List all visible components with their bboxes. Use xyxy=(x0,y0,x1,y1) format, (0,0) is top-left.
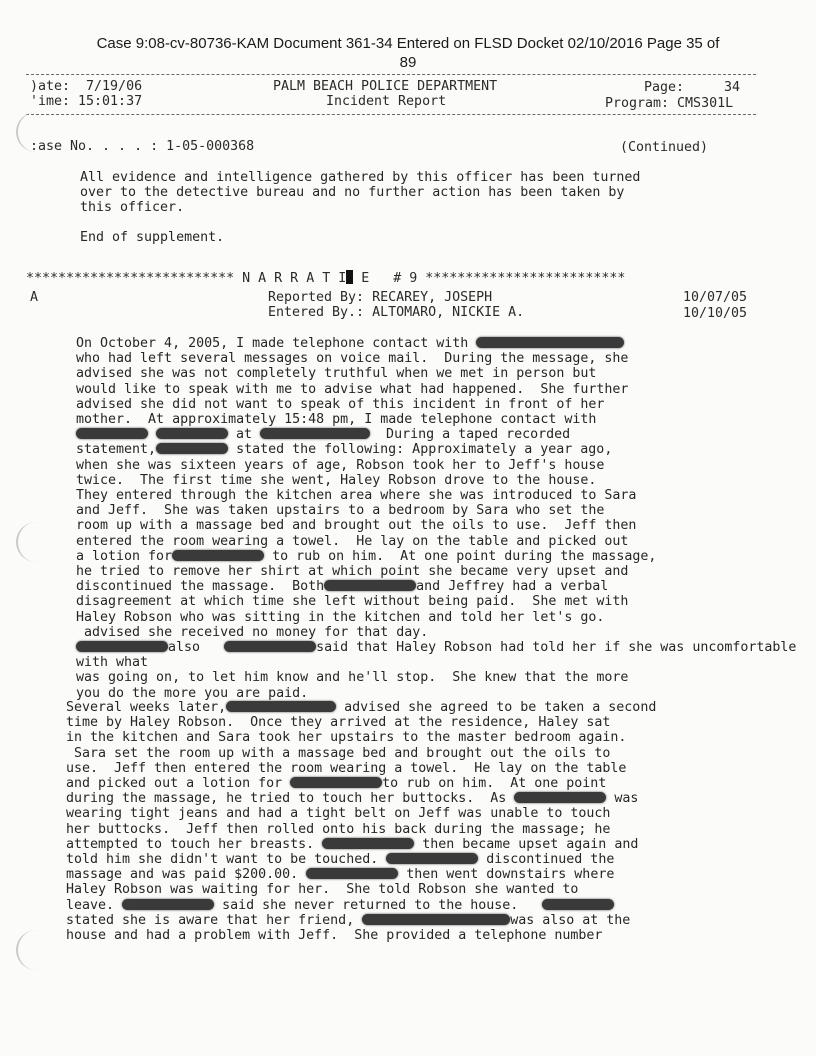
text-line: when she was sixteen years of age, Robson took her to Jeff's house xyxy=(76,457,605,473)
redaction-bar xyxy=(76,428,148,439)
redaction-bar xyxy=(362,914,510,925)
text-line: and picked out a lotion for xyxy=(66,776,283,792)
reported-by: Reported By: RECAREY, JOSEPH xyxy=(268,290,493,305)
binder-hole-mark xyxy=(16,522,40,562)
redaction-bar xyxy=(226,701,336,712)
text-line: was also at the xyxy=(510,912,631,928)
continued-label: (Continued) xyxy=(620,140,709,155)
text-line: in the kitchen and Sara took her upstairs to the master bedroom again. xyxy=(66,730,627,746)
text-line: leave. xyxy=(66,897,115,913)
report-date: )ate: 7/19/06 xyxy=(30,79,143,94)
text-line: use. Jeff then entered the room wearing a towel. He lay on the table xyxy=(66,760,627,776)
text-line: attempted to touch her breasts. xyxy=(66,836,315,852)
text-line: a lotion for xyxy=(76,548,173,564)
text-line: room up with a massage bed and brought out the oils to use. Jeff then xyxy=(76,518,637,534)
redaction-bar xyxy=(260,428,370,439)
redaction-bar xyxy=(514,792,606,803)
text-line: to rub on him. At one point xyxy=(382,776,607,792)
narrative-paragraph-2 xyxy=(66,700,656,943)
header-divider-bottom xyxy=(26,114,756,115)
text-line: Several weeks later, xyxy=(66,700,227,715)
supplement-paragraph: All evidence and intelligence gathered by this officer has been turned over to the detective bureau and no further action has been taken by this officer. xyxy=(80,170,641,216)
reported-date: 10/07/05 xyxy=(683,290,748,305)
narrative-code: A xyxy=(30,290,39,305)
text-line: discontinued the xyxy=(478,852,615,868)
text-line: time by Haley Robson. Once they arrived at the residence, Haley sat xyxy=(66,715,611,731)
text-line: twice. The first time she went, Haley Robson drove to the house. xyxy=(76,472,597,488)
text-line: Haley Robson was waiting for her. She told Robson she wanted to xyxy=(66,882,579,898)
text-line: to rub on him. At one point during the massage, xyxy=(264,548,657,564)
text-line: entered the room wearing a towel. He lay on the table and picked out xyxy=(76,533,629,549)
entered-by: Entered By.: ALTOMARO, NICKIE A. xyxy=(268,305,525,320)
text-line: was going on, to let him know and he'll stop. She knew that the more xyxy=(76,670,629,686)
report-type: Incident Report xyxy=(326,94,447,109)
text-line: During a taped recorded xyxy=(370,427,571,443)
text-line: and Jeff. She was taken upstairs to a bedroom by Sara who set the xyxy=(76,503,605,519)
text-line: also xyxy=(168,640,201,656)
binder-hole-mark xyxy=(16,930,40,970)
redaction-bar xyxy=(156,428,228,439)
text-line: said that Haley Robson had told her if she was uncomfortable with what xyxy=(76,640,805,671)
entered-date: 10/10/05 xyxy=(683,306,748,321)
text-line: On October 4, 2005, I made telephone contact with xyxy=(76,336,469,351)
redaction-bar xyxy=(476,337,624,348)
supplement-end: End of supplement. xyxy=(80,230,225,245)
text-line: mother. At approximately 15:48 pm, I made telephone contact with xyxy=(76,412,597,428)
text-line: told him she didn't want to be touched. xyxy=(66,852,379,868)
redaction-bar xyxy=(386,853,478,864)
text-line: would like to speak with me to advise what had happened. She further xyxy=(76,381,629,397)
text-line: advised she did not want to speak of this incident in front of her xyxy=(76,396,605,412)
redaction-bar xyxy=(76,641,168,652)
redaction-bar xyxy=(122,899,214,910)
text-line: house and had a problem with Jeff. She provided a telephone number xyxy=(66,928,603,944)
text-line: advised she received no money for that day. xyxy=(76,624,429,640)
program-id: Program: CMS301L xyxy=(605,96,734,111)
text-line: who had left several messages on voice mail. During the message, she xyxy=(76,351,629,367)
redaction-bar xyxy=(324,580,416,591)
narrative-paragraph-1 xyxy=(76,336,816,701)
text-line: Haley Robson who was sitting in the kitchen and told her let's go. xyxy=(76,609,605,625)
text-line: during the massage, he tried to touch her buttocks. As xyxy=(66,791,507,807)
redaction-bar xyxy=(322,838,414,849)
text-line: you do the more you are paid. xyxy=(76,685,309,701)
court-header-line1: Case 9:08-cv-80736-KAM Document 361-34 Entered on FLSD Docket 02/10/2016 Page 35 of xyxy=(96,35,720,52)
text-line: They entered through the kitchen area where she was introduced to Sara xyxy=(76,488,637,504)
text-line: discontinued the massage. Both xyxy=(76,579,325,595)
text-line: advised she was not completely truthful when we met in person but xyxy=(76,366,597,382)
text-line: then went downstairs where xyxy=(398,867,615,883)
court-filing-header xyxy=(0,34,816,72)
text-line: wearing tight jeans and had a tight belt on Jeff was unable to touch xyxy=(66,806,611,822)
text-line: he tried to remove her shirt at which point she became very upset and xyxy=(76,564,629,580)
text-line: disagreement at which time she left without being paid. She met with xyxy=(76,594,629,610)
redaction-bar xyxy=(290,777,382,788)
text-line: statement, xyxy=(76,442,157,458)
text-line: massage and was paid $200.00. xyxy=(66,867,299,883)
court-header-line2: 89 xyxy=(399,54,417,71)
text-line: stated she is aware that her friend, xyxy=(66,912,355,928)
text-line: Sara set the room up with a massage bed and brought out the oils to xyxy=(66,745,611,761)
redaction-bar xyxy=(224,641,316,652)
case-number: :ase No. . . . : 1-05-000368 xyxy=(30,139,255,154)
redaction-bar xyxy=(306,868,398,879)
banner-left: ************************** N A R R A T I xyxy=(26,271,347,286)
narrative-banner xyxy=(26,270,625,286)
text-line: stated the following: Approximately a year ago, xyxy=(228,442,613,458)
text-line: was xyxy=(606,791,639,807)
header-divider-top xyxy=(26,74,756,75)
banner-right: E # 9 ************************* xyxy=(353,271,626,286)
text-line: said she never returned to the house. xyxy=(214,897,519,913)
text-line: then became upset again and xyxy=(414,836,639,852)
agency-name: PALM BEACH POLICE DEPARTMENT xyxy=(273,79,498,94)
page-number: Page: 34 xyxy=(644,80,741,95)
text-line: at xyxy=(228,427,261,443)
redaction-bar xyxy=(542,899,614,910)
text-line: her buttocks. Jeff then rolled onto his back during the massage; he xyxy=(66,821,611,837)
text-line: and Jeffrey had a verbal xyxy=(416,579,609,595)
redaction-bar xyxy=(156,443,228,454)
redaction-bar xyxy=(172,550,264,561)
text-line: advised she agreed to be taken a second xyxy=(336,700,657,715)
report-time: 'ime: 15:01:37 xyxy=(30,94,143,109)
